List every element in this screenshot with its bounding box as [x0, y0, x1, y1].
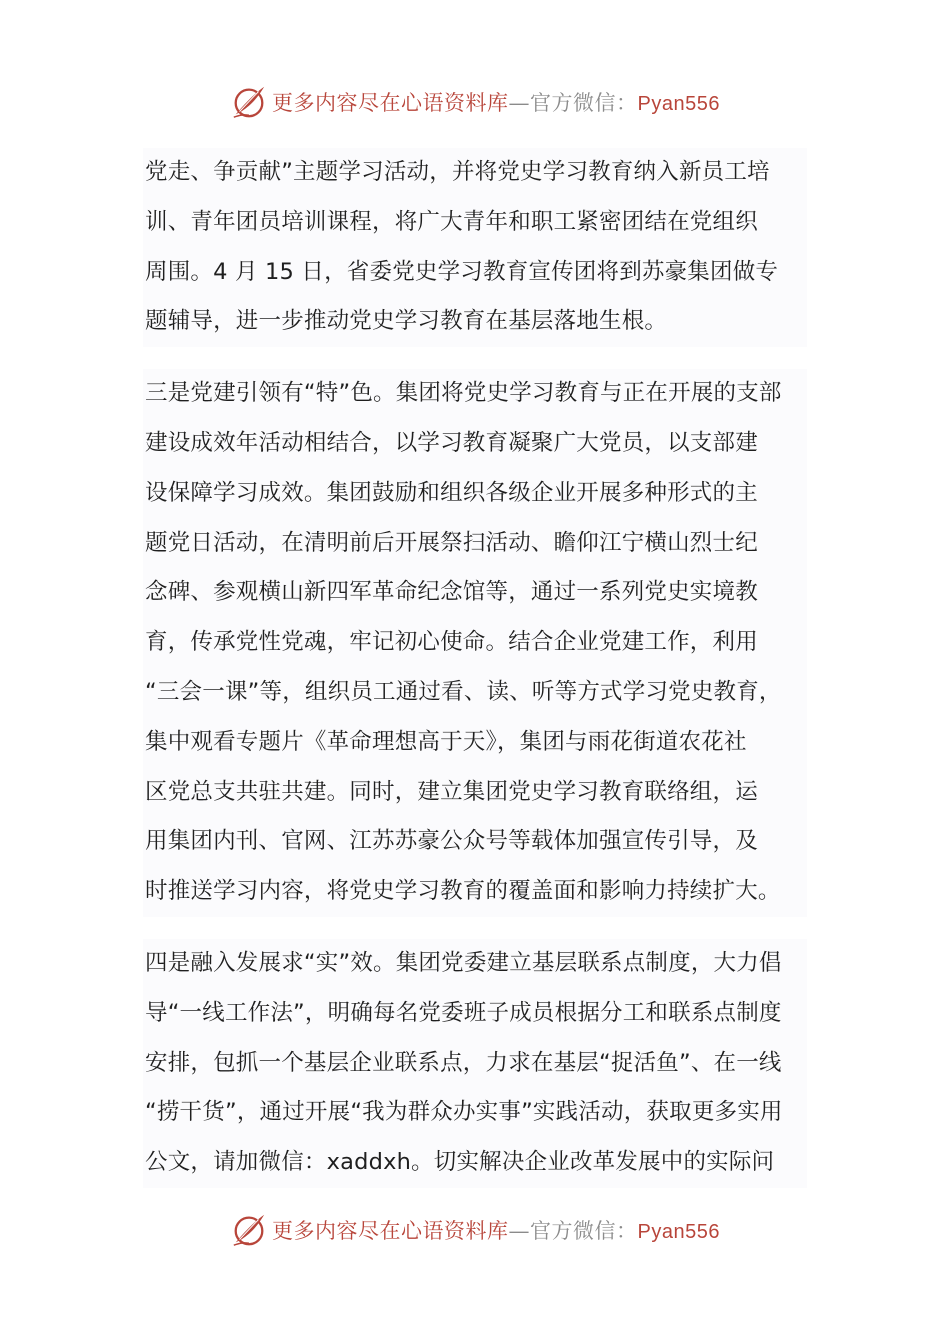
text-line: 三是党建引领有“特”色。集团将党史学习教育与正在开展的支部	[145, 380, 782, 407]
document-body	[143, 148, 807, 1188]
text-line: 题辅导，进一步推动党史学习教育在基层落地生根。	[145, 308, 668, 335]
banner-wechat-label: 官方微信：	[530, 91, 638, 115]
text-line: 训、青年团员培训课程，将广大青年和职工紧密团结在党组织	[145, 208, 758, 235]
text-line: “三会一课”等，组织员工通过看、读、听等方式学习党史教育，	[145, 678, 782, 705]
paragraph-3	[143, 939, 807, 1188]
text-line: 题党日活动，在清明前后开展祭扫活动、瞻仰江宁横山烈士纪	[145, 529, 758, 556]
text-line: 导“一线工作法”，明确每名党委班子成员根据分工和联系点制度	[145, 999, 782, 1026]
paragraph-2	[143, 369, 807, 917]
text-line: 党走、争贡献”主题学习活动，并将党史学习教育纳入新员工培	[145, 159, 770, 185]
text-line: 用集团内刊、官网、江苏苏豪公众号等载体加强宣传引导，及	[145, 828, 758, 855]
banner-dash: —	[508, 91, 531, 115]
banner-main-text: 更多内容尽在心语资料库	[272, 91, 509, 115]
text-line: 集中观看专题片《革命理想高于天》，集团与雨花街道农花社	[145, 728, 747, 755]
text-line: “捞干货”，通过开展“我为群众办实事”实践活动，获取更多实用	[145, 1099, 783, 1126]
banner-dash: —	[508, 1219, 531, 1243]
text-line: 育，传承党性党魂，牢记初心使命。结合企业党建工作，利用	[145, 629, 758, 656]
text-line: 公文，请加微信：xaddxh。切实解决企业改革发展中的实际问	[145, 1149, 775, 1176]
paragraph-spacer	[143, 917, 807, 939]
text-line: 设保障学习成效。集团鼓励和组织各级企业开展多种形式的主	[145, 479, 758, 506]
banner-wechat-id: Pyan556	[637, 1221, 720, 1243]
text-line: 四是融入发展求“实”效。集团党委建立基层联系点制度，大力倡	[145, 949, 782, 976]
banner-text	[272, 87, 720, 117]
banner-main-text: 更多内容尽在心语资料库	[272, 1219, 509, 1243]
paragraph-spacer	[143, 347, 807, 369]
text-line: 区党总支共驻共建。同时，建立集团党史学习教育联络组，运	[145, 778, 758, 805]
banner-wechat-id: Pyan556	[637, 93, 720, 115]
text-line: 时推送学习内容，将党史学习教育的覆盖面和影响力持续扩大。	[145, 878, 781, 905]
paragraph-1	[143, 148, 807, 347]
text-line: 周围。4 月 15 日，省委党史学习教育宣传团将到苏豪集团做专	[145, 258, 779, 285]
header-banner	[0, 80, 950, 124]
quill-logo-icon	[230, 1211, 268, 1249]
text-line: 建设成效年活动相结合，以学习教育凝聚广大党员，以支部建	[145, 429, 758, 456]
quill-logo-icon	[230, 83, 268, 121]
banner-text	[272, 1215, 720, 1245]
footer-banner	[0, 1208, 950, 1252]
banner-wechat-label: 官方微信：	[530, 1219, 638, 1243]
text-line: 安排，包抓一个基层企业联系点，力求在基层“捉活鱼”、在一线	[145, 1049, 782, 1076]
text-line: 念碑、参观横山新四军革命纪念馆等，通过一系列党史实境教	[145, 579, 758, 606]
